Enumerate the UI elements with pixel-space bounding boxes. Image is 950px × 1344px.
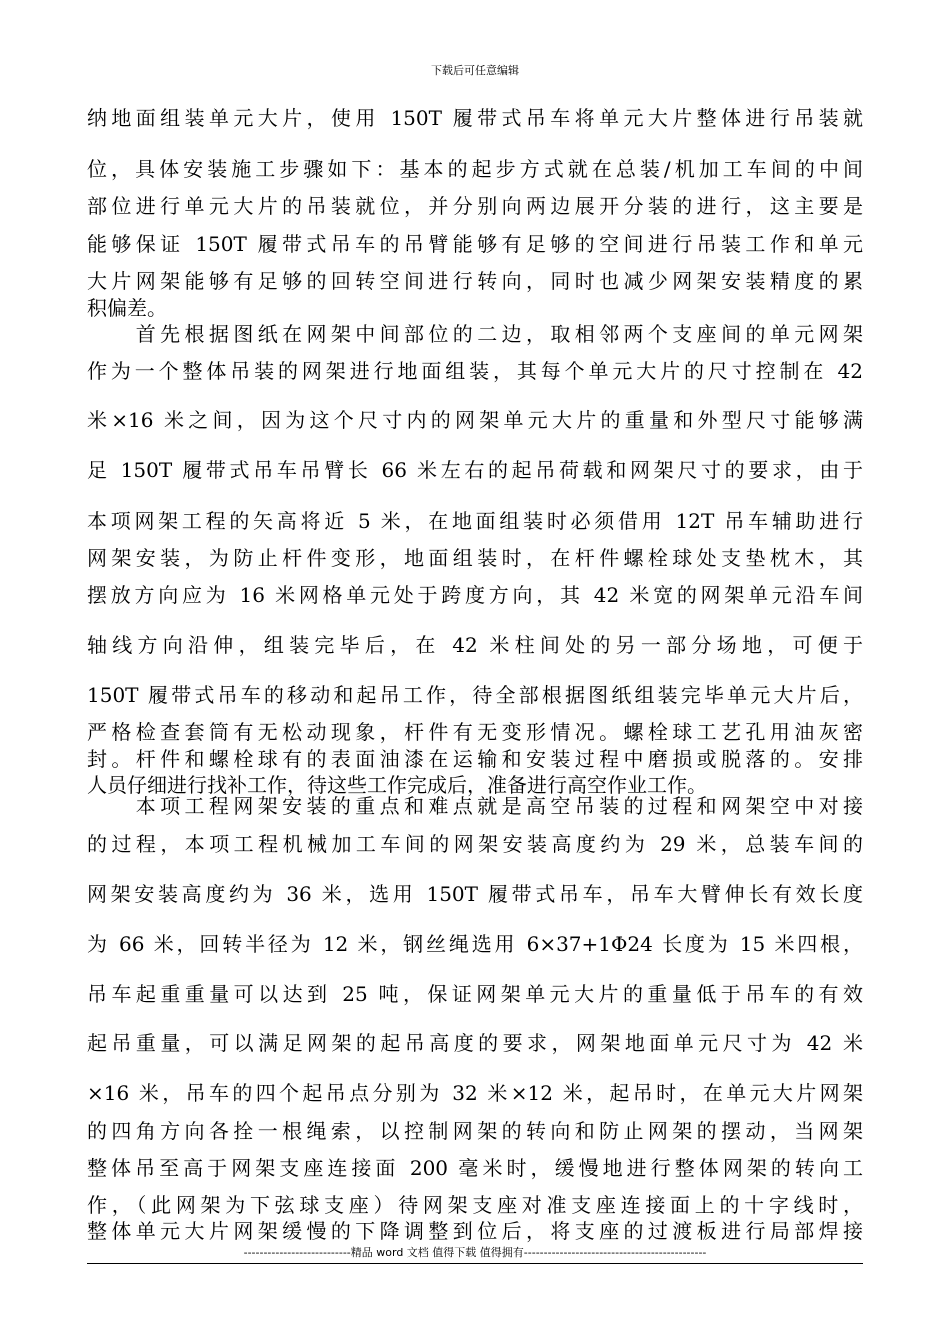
text-line: 的四角方向各拴一根绳索，以控制网架的转向和防止网架的摆动，当网架 [87, 1119, 863, 1143]
text-line: 摆放方向应为 16 米网格单元处于跨度方向，其 42 米宽的网架单元沿车间 [87, 583, 863, 607]
document-body [87, 0, 863, 1260]
text-line: 位，具体安装施工步骤如下：基本的起步方式就在总装/机加工车间的中间 [87, 157, 863, 181]
text-line: ×16 米，吊车的四个起吊点分别为 32 米×12 米，起吊时，在单元大片网架 [87, 1081, 863, 1105]
text-line: 起吊重量，可以满足网架的起吊高度的要求，网架地面单元尺寸为 42 米 [87, 1031, 863, 1055]
text-line: 为 66 米，回转半径为 12 米，钢丝绳选用 6×37+1Φ24 长度为 15 米四根， [87, 932, 863, 956]
text-line: 整体吊至高于网架支座连接面 200 毫米时，缓慢地进行整体网架的转向工 [87, 1156, 863, 1180]
text-line: 作，（此网架为下弦球支座）待网架支座对准支座连接面上的十字线时， [87, 1193, 863, 1217]
text-line: 作为一个整体吊装的网架进行地面组装，其每个单元大片的尺寸控制在 42 [87, 359, 863, 383]
text-line: 能够保证 150T 履带式吊车的吊臂能够有足够的空间进行吊装工作和单元 [87, 232, 863, 256]
text-line: 网架安装高度约为 36 米，选用 150T 履带式吊车，吊车大臂伸长有效长度 [87, 882, 863, 906]
text-line: 纳地面组装单元大片，使用 150T 履带式吊车将单元大片整体进行吊装就 [87, 106, 863, 130]
text-line: 大片网架能够有足够的回转空间进行转向，同时也减少网架安装精度的累 [87, 269, 863, 293]
text-line: 米×16 米之间，因为这个尺寸内的网架单元大片的重量和外型尺寸能够满 [87, 408, 863, 432]
page-footer: ---------------------------精品 word 文档 值得下载 值得拥有---------------------------------------------- [243, 1246, 707, 1259]
text-line: 整体单元大片网架缓慢的下降调整到位后，将支座的过渡板进行局部焊接 [87, 1219, 863, 1243]
text-line: 本项网架工程的矢高将近 5 米，在地面组装时必须借用 12T 吊车辅助进行 [87, 509, 863, 533]
text-line: 吊车起重重量可以达到 25 吨，保证网架单元大片的重量低于吊车的有效 [87, 982, 863, 1006]
page-header: 下载后可任意编辑 [431, 64, 519, 77]
text-line: 部位进行单元大片的吊装就位，并分别向两边展开分装的进行，这主要是 [87, 194, 863, 218]
text-line: 积偏差。 [87, 296, 167, 320]
text-line: 150T 履带式吊车的移动和起吊工作，待全部根据图纸组装完毕单元大片后， [87, 683, 863, 707]
text-line: 网架安装，为防止杆件变形，地面组装时，在杆件螺栓球处支垫枕木，其 [87, 546, 863, 570]
text-line: 足 150T 履带式吊车吊臂长 66 米左右的起吊荷载和网架尺寸的要求，由于 [87, 458, 863, 482]
text-line: 封。杆件和螺栓球有的表面油漆在运输和安装过程中磨损或脱落的。安排 [87, 747, 863, 771]
text-line: 严格检查套筒有无松动现象，杆件有无变形情况。螺栓球工艺孔用油灰密 [87, 720, 863, 744]
text-line: 轴线方向沿伸，组装完毕后，在 42 米柱间处的另一部分场地，可便于 [87, 633, 863, 657]
text-line: 人员仔细进行找补工作，待这些工作完成后，准备进行高空作业工作。 [87, 773, 707, 797]
text-line: 本项工程网架安装的重点和难点就是高空吊装的过程和网架空中对接 [87, 794, 863, 818]
footer-rule [87, 1263, 863, 1264]
text-line: 的过程，本项工程机械加工车间的网架安装高度约为 29 米，总装车间的 [87, 832, 863, 856]
text-line: 首先根据图纸在网架中间部位的二边，取相邻两个支座间的单元网架 [87, 322, 863, 346]
